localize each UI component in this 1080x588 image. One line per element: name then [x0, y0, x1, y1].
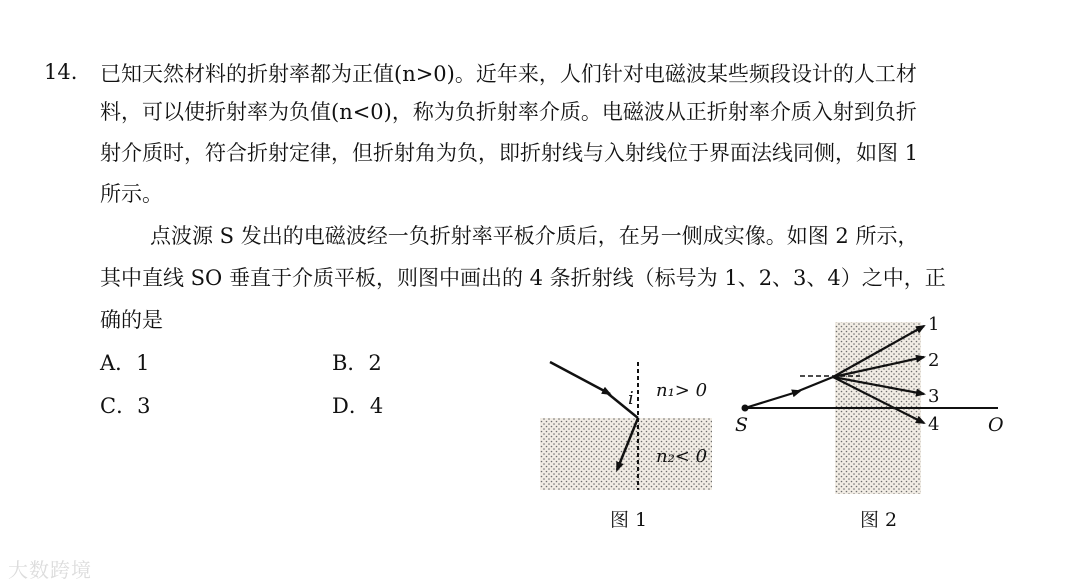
question-line-5: 点波源 S 发出的电磁波经一负折射率平板介质后，在另一侧成实像。如图 2 所示， [150, 224, 919, 248]
question-number: 14. [44, 60, 78, 84]
fig2-label-o: O [988, 414, 1004, 436]
question-line-1: 已知天然材料的折射率都为正值(n>0)。近年来，人们针对电磁波某些频段设计的人工材 [100, 62, 917, 86]
fig2-ray-label-1: 1 [928, 314, 940, 335]
fig1-label-i: i [628, 388, 634, 409]
fig2-ray-label-2: 2 [928, 350, 940, 371]
fig2-caption: 图 2 [860, 509, 898, 531]
fig1-label-n2: n₂< 0 [656, 446, 708, 467]
question-line-3: 射介质时，符合折射定律，但折射角为负，即折射线与入射线位于界面法线同侧，如图 1 [100, 141, 919, 165]
watermark: 大数跨境 [8, 558, 92, 582]
fig1-label-n1: n₁> 0 [656, 380, 708, 401]
question-line-4: 所示。 [100, 182, 163, 206]
fig2-incident-ray [796, 377, 833, 392]
option-d: D．4 [332, 394, 384, 418]
fig2-label-s: S [735, 414, 749, 436]
fig1-caption: 图 1 [610, 509, 648, 531]
question-line-6: 其中直线 SO 垂直于介质平板，则图中画出的 4 条折射线（标号为 1、2、3、4）之中，正 [100, 266, 946, 290]
option-c: C．3 [100, 394, 151, 418]
option-b: B．2 [332, 351, 382, 375]
fig1-incident-arrow [550, 362, 610, 394]
question-line-7: 确的是 [100, 308, 163, 332]
option-a: A．1 [100, 351, 150, 375]
fig2-ray-label-3: 3 [928, 386, 940, 407]
question-line-2: 料，可以使折射率为负值(n<0)，称为负折射率介质。电磁波从正折射率介质入射到负折 [100, 100, 917, 124]
fig2-incident-arrow [745, 391, 800, 408]
fig2-ray-label-4: 4 [928, 414, 940, 435]
